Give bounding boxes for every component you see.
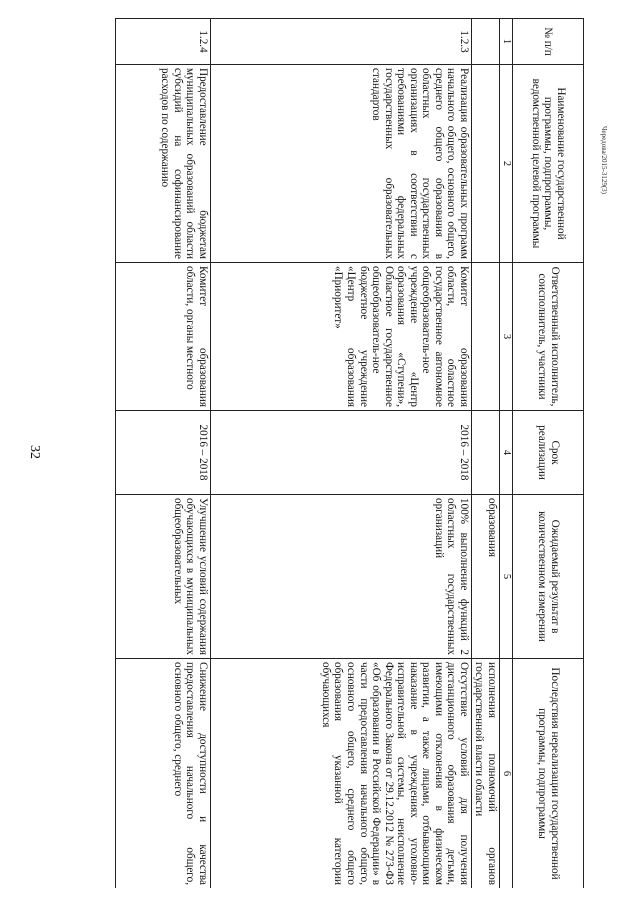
table-row [471, 19, 499, 889]
col-number-4: 4 [500, 411, 513, 495]
page-content [59, 18, 584, 888]
header-term: Срок реализации [513, 411, 584, 495]
col-number-5: 5 [500, 495, 513, 659]
row-result: 100% выполнение функций 2 областных государственных организаций [210, 495, 471, 659]
header-number: № п/п [513, 19, 584, 65]
row-executor: Комитет образования области, органы местного [115, 263, 210, 411]
row-executor [471, 263, 499, 411]
header-result: Ожидаемый результат в количественном измерении [513, 495, 584, 659]
document-reference: Чередова/2015-3129(3) [600, 126, 608, 194]
page-number: 32 [27, 445, 42, 459]
rotated-page [59, 18, 584, 888]
program-table [115, 18, 584, 888]
row-number: 1.2.4 [115, 19, 210, 65]
row-program-name: Реализация образовательных программ начального общего, основного общего, среднего общего образования в областных государственных организациях в соответствии с требованиями федеральных государственных образовательных стандартов [210, 65, 471, 263]
row-result: образования [471, 495, 499, 659]
row-number: 1.2.3 [210, 19, 471, 65]
row-executor: Комитет образования области, областное государственное автономное общеобразователь-ное учреждение «Центр образования «Ступени», Областное государственное общеобразователь-ное бюджетное учреждение «Центр образования «Приоритет» [210, 263, 471, 411]
row-program-name: Предоставление бюджетам муниципальных образований области субсидий на софинансирование расходов по содержанию [115, 65, 210, 263]
col-number-3: 3 [500, 263, 513, 411]
header-consequence: Последствия нереализации государственной программы, подпрограммы [513, 659, 584, 889]
row-program-name [471, 65, 499, 263]
row-consequence: Снижение доступности и качества предоставления начального общего, основного общего, среднего [115, 659, 210, 889]
table-row [115, 19, 210, 889]
table-row [210, 19, 471, 889]
row-consequence: исполнения полномочий органов государственной власти области [471, 659, 499, 889]
row-consequence: Отсутствие условий для получения дистанционного образования детьми, имеющими отклонения в физическом развитии, а также лицами, отбывающими наказание в учреждениях уголовно-исправительной системы, неисполнение Федерального Закона от 29.12.2012 № 273-ФЗ «Об образовании в Российской Федерации» в части предоставления начального общего, основного общего, среднего общего образования указанной категории обучающихся [210, 659, 471, 889]
row-result: Улучшение условий содержания обучающихся в муниципальных общеобразовательных [115, 495, 210, 659]
row-term: 2016 – 2018 [210, 411, 471, 495]
header-executor: Ответственный исполнитель, соисполнитель, участники [513, 263, 584, 411]
header-program-name: Наименование государственной программы, подпрограммы, ведомственной целевой программы [513, 65, 584, 263]
header-row [513, 19, 584, 889]
row-term [471, 411, 499, 495]
row-number [471, 19, 499, 65]
column-number-row [500, 19, 513, 889]
col-number-2: 2 [500, 65, 513, 263]
row-term: 2016 – 2018 [115, 411, 210, 495]
col-number-6: 6 [500, 659, 513, 889]
col-number-1: 1 [500, 19, 513, 65]
